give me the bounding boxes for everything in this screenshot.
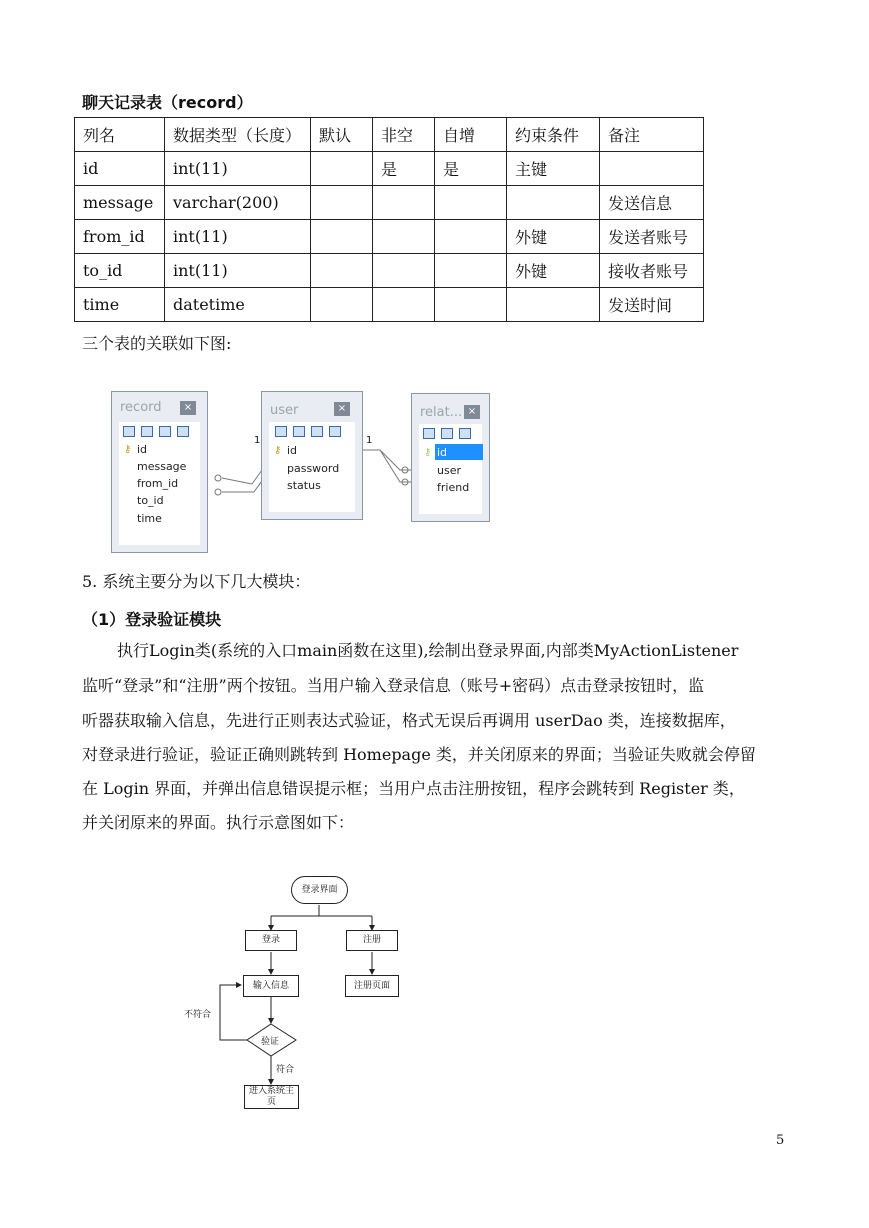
table-cell: 主键 [507,152,600,186]
page-number: 5 [776,1133,785,1148]
table-cell: to_id [75,254,165,288]
table-row [75,254,704,288]
section-title: 聊天记录表（record） [82,93,253,112]
table-cell [311,152,373,186]
table-cell [373,288,435,322]
paragraph-line: 对登录进行验证，验证正确则跳转到 Homepage 类，并关闭原来的界面；当验证失败就会停留 [82,745,756,764]
record-table [74,117,704,322]
table-cell: 发送者账号 [600,220,704,254]
header-cell: 非空 [373,118,435,152]
close-icon[interactable]: × [464,405,480,419]
arrow-icon[interactable] [329,426,341,437]
table-cell: int(11) [165,254,311,288]
er-field: friend [437,481,470,494]
table-header-row [75,118,704,152]
table-cell [507,288,600,322]
table-cell: message [75,186,165,220]
er-table-user[interactable] [261,391,363,520]
close-icon[interactable]: × [334,402,350,416]
table-cell: 是 [373,152,435,186]
table-cell: time [75,288,165,322]
flow-start-node: 登录界面 [291,876,348,904]
er-table-record[interactable] [111,391,208,553]
table-cell: id [75,152,165,186]
key-icon: ⚷ [124,444,132,455]
cardinality-label: 1 [254,435,261,446]
header-cell: 数据类型（长度） [165,118,311,152]
er-table-title: record [120,400,162,415]
er-table-body [269,422,355,512]
table-cell [311,254,373,288]
header-cell: 备注 [600,118,704,152]
flow-verify-label: 验证 [261,1037,280,1047]
er-field: user [437,464,461,477]
flow-login-node: 登录 [245,930,297,951]
er-field: to_id [137,494,164,507]
table-cell: int(11) [165,152,311,186]
table-cell [435,186,507,220]
table-cell [435,220,507,254]
er-field: time [137,512,162,525]
header-cell: 约束条件 [507,118,600,152]
table-row [75,152,704,186]
table-cell: 发送信息 [600,186,704,220]
paragraph-line: 并关闭原来的界面。执行示意图如下： [82,813,355,832]
table-icon[interactable] [441,428,453,439]
flow-input-node: 输入信息 [243,975,299,997]
table-cell: 外键 [507,254,600,288]
table-icon[interactable] [459,428,471,439]
er-table-title: user [270,403,299,418]
table-cell: 是 [435,152,507,186]
table-icon[interactable] [275,426,287,437]
er-field: from_id [137,477,179,490]
table-cell: 外键 [507,220,600,254]
table-cell [373,254,435,288]
er-table-body [419,424,482,514]
table-icon[interactable] [423,428,435,439]
paragraph-line: 听器获取输入信息，先进行正则表达式验证，格式无误后再调用 userDao 类，连接数据库， [82,711,736,730]
table-cell [311,220,373,254]
table-cell [311,288,373,322]
flow-fail-label: 不符合 [184,1010,212,1020]
er-field: message [137,460,187,473]
table-cell [435,288,507,322]
flow-register-page-node: 注册页面 [345,975,399,997]
table-cell: varchar(200) [165,186,311,220]
table-icon[interactable] [293,426,305,437]
er-field: id [287,444,298,457]
table-cell: int(11) [165,220,311,254]
er-table-relation[interactable] [411,393,490,522]
er-table-body [119,422,200,545]
table-cell: from_id [75,220,165,254]
paragraph-line: 在 Login 界面，并弹出信息错误提示框；当用户点击注册按钮，程序会跳转到 Register 类， [82,779,745,798]
er-field: status [287,479,321,492]
table-row [75,220,704,254]
header-cell: 自增 [435,118,507,152]
cardinality-label: 1 [366,435,373,446]
paragraph-line: 监听“登录”和“注册”两个按钮。当用户输入登录信息（账号+密码）点击登录按钮时，监 [82,676,705,695]
key-icon: ⚷ [424,447,432,458]
er-field: password [287,462,340,475]
header-cell: 默认 [311,118,373,152]
table-cell [507,186,600,220]
module-heading: （1）登录验证模块 [82,610,222,629]
table-cell [600,152,704,186]
table-cell [373,186,435,220]
table-row [75,288,704,322]
arrow-icon[interactable] [177,426,189,437]
table-cell: datetime [165,288,311,322]
table-row [75,186,704,220]
er-field[interactable]: id [437,446,448,459]
table-cell [435,254,507,288]
flow-register-node: 注册 [346,930,398,951]
er-table-title: relat... [420,405,463,420]
flow-pass-label: 符合 [276,1065,295,1075]
table-icon[interactable] [159,426,171,437]
table-icon[interactable] [123,426,135,437]
close-icon[interactable]: × [180,401,196,415]
relation-caption: 三个表的关联如下图: [82,334,232,353]
paragraph-line: 执行Login类(系统的入口main函数在这里),绘制出登录界面,内部类MyActionListener [117,641,739,660]
table-cell: 发送时间 [600,288,704,322]
flow-enter-node: 进入系统主页 [244,1085,299,1109]
key-icon: ⚷ [274,445,282,456]
er-field: id [137,443,148,456]
list-item-5: 5. 系统主要分为以下几大模块： [82,572,311,591]
table-cell [373,220,435,254]
header-cell: 列名 [75,118,165,152]
table-icon[interactable] [311,426,323,437]
table-cell [311,186,373,220]
table-cell: 接收者账号 [600,254,704,288]
table-icon[interactable] [141,426,153,437]
